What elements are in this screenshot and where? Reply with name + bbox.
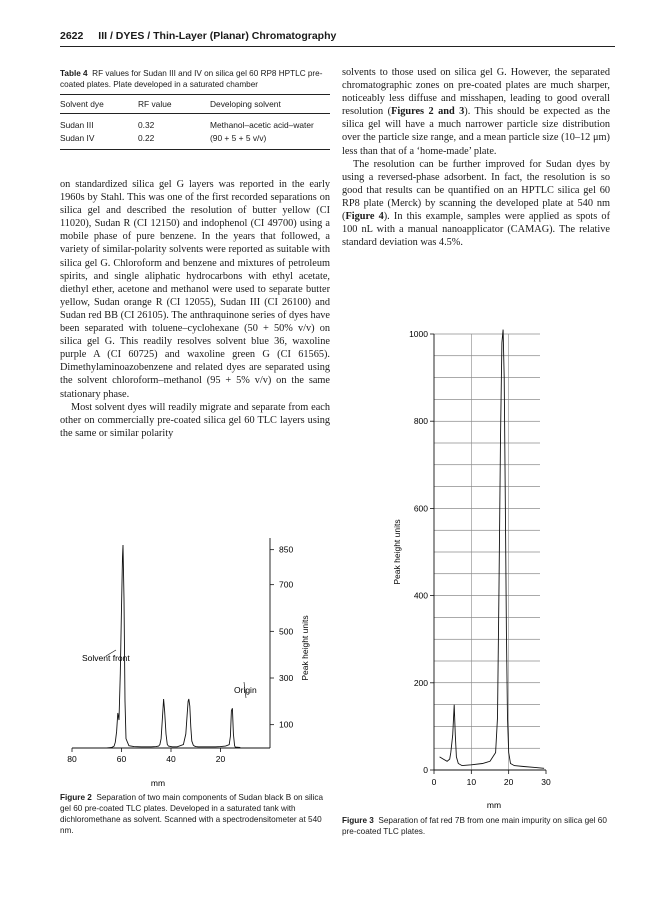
table-header-cell: Solvent dye	[60, 95, 138, 114]
paragraph	[342, 66, 610, 158]
table-4-label: Table 4	[60, 69, 88, 78]
x-tick-label: 40	[166, 754, 176, 764]
table-cell: Sudan III	[60, 120, 94, 130]
series-line	[107, 545, 241, 748]
y-axis-label: Peak height units	[392, 519, 402, 585]
paragraph	[342, 158, 610, 250]
text-run: ). In this example, samples were applied as spots of 100 nL with a manual nanoapplicator (CAMAG). The relative standard deviation was 4.5%.	[342, 211, 611, 249]
figure-3-chart	[384, 322, 564, 812]
x-axis-label: mm	[150, 778, 166, 788]
y-axis-label: Peak height units	[300, 615, 310, 681]
y-tick-label: 300	[279, 673, 294, 683]
figure-3-label: Figure 3	[342, 816, 374, 825]
x-tick-label: 30	[541, 777, 551, 787]
figure-reference[interactable]: Figures 2 and 3	[391, 106, 465, 118]
left-column-text	[60, 178, 330, 440]
table-cell: (90 + 5 + 5 v/v)	[210, 131, 330, 150]
paragraph: Most solvent dyes will readily migrate and separate from each other on commercially pre-coated silica gel 60 TLC layers using the same or similar polarity	[60, 401, 330, 439]
right-column-text	[342, 66, 610, 249]
y-tick-label: 800	[413, 416, 428, 427]
table-4-block	[60, 68, 330, 150]
figure-2-caption-text: Separation of two main components of Sudan black B on silica gel 60 pre-coated TLC plates. Developed in a saturated tank with dichloromethane as solvent. Scanned with a spectrodensitometer at 540 nm.	[60, 793, 324, 835]
origin-label: Origin	[234, 685, 257, 695]
running-title: III / DYES / Thin-Layer (Planar) Chromatography	[98, 30, 337, 42]
text-run: The resolution can be further improved for Sudan dyes by using a reversed-phase adsorbent. In fact, the resolution is so good that results can be quantified on an HPTLC silica gel 60 RP8 plate (Merck) by scanning the developed plate at 540 nm (	[342, 158, 610, 223]
paragraph: on standardized silica gel G layers was reported in the early 1960s by Stahl. This was one of the first recorded separations on silica gel and described the resolution of butter yellow (CI 11020), Sudan R (CI 12150) and indophenol (CI 49700) using a mobile phase of pure benzene. In the years that followed, a variety of similar-polarity solvents were reported as suitable with silica gel G. Chloroform and benzene and mixtures of petroleum spirits, and single aliphatic hydrocarbons with ethyl acetate, diethyl ether, acetone and methanol were used to separate butter yellow, Sudan orange R (CI 12055), Sudan III (CI 26100) and Sudan red BB (CI 26105). The anthraquinone series of dyes have been separated with toluene–cyclohexane (50 + 50% v/v) on silica gel G. This readily resolves solvent blue 36, waxoline purple A (CI 60725) and waxoline green G (CI 61565). Dimethylaminoazobenzene and related dyes are separated using the solvent chloroform–methanol (95 + 5% v/v) on the same stationary phase.	[60, 179, 330, 400]
figure-2-label: Figure 2	[60, 793, 92, 802]
y-tick-label: 850	[279, 544, 294, 555]
figure-3-caption-text: Separation of fat red 7B from one main impurity on silica gel 60 pre-coated TLC plates.	[342, 816, 607, 836]
table-cell: Sudan IV	[60, 131, 138, 150]
table-4	[60, 94, 330, 150]
solvent-front-label: Solvent front	[82, 653, 130, 663]
table-row	[60, 114, 330, 132]
table-header-cell: RF value	[138, 95, 210, 114]
figure-3-caption	[342, 815, 612, 837]
y-tick-label: 200	[413, 677, 428, 688]
y-tick-label: 0	[423, 765, 428, 775]
y-tick-label: 100	[279, 719, 294, 730]
table-cell: 0.32	[138, 120, 155, 130]
x-tick-label: 20	[215, 754, 226, 764]
table-cell: Methanol–acetic acid–water	[210, 120, 314, 130]
running-header	[60, 30, 620, 46]
figure-reference[interactable]: Figure 4	[345, 211, 384, 223]
text-run: solvents to those used on silica gel G. However, the separated chromatographic zones on pre-coated plates are much sharper, noticeably less diffuse and misshapen, leading to good overall resolution (	[342, 67, 610, 118]
y-tick-label: 600	[413, 503, 428, 514]
figure-2-caption	[60, 792, 330, 836]
table-row	[60, 131, 330, 150]
text-run: ). This should be expected as the silica gel will have a much narrower particle size distribution over the particle size range, and a mean particle size (10–12 μm) less than that of a ‘home-made’ plate.	[342, 106, 611, 157]
x-tick-label: 60	[116, 754, 127, 764]
y-tick-label: 700	[279, 579, 294, 590]
x-tick-label: 20	[503, 777, 514, 787]
table-cell: 0.22	[138, 131, 210, 150]
y-tick-label: 500	[279, 626, 294, 637]
table-4-caption-text: RF values for Sudan III and IV on silica gel 60 RP8 HPTLC pre-coated plates. Plate developed in a saturated chamber	[60, 69, 323, 89]
table-header-row	[60, 95, 330, 114]
x-axis-label: mm	[486, 800, 502, 810]
header-rule	[60, 46, 615, 47]
figure-2-chart	[60, 528, 340, 790]
series-line	[440, 330, 544, 769]
table-header-cell: Developing solvent	[210, 95, 330, 114]
x-tick-label: 10	[466, 777, 477, 787]
page-number: 2622	[60, 30, 84, 42]
x-tick-label: 0	[431, 777, 437, 787]
table-4-caption	[60, 68, 330, 90]
y-tick-label: 1000	[409, 329, 428, 339]
x-tick-label: 80	[67, 754, 77, 764]
y-tick-label: 400	[413, 590, 428, 601]
